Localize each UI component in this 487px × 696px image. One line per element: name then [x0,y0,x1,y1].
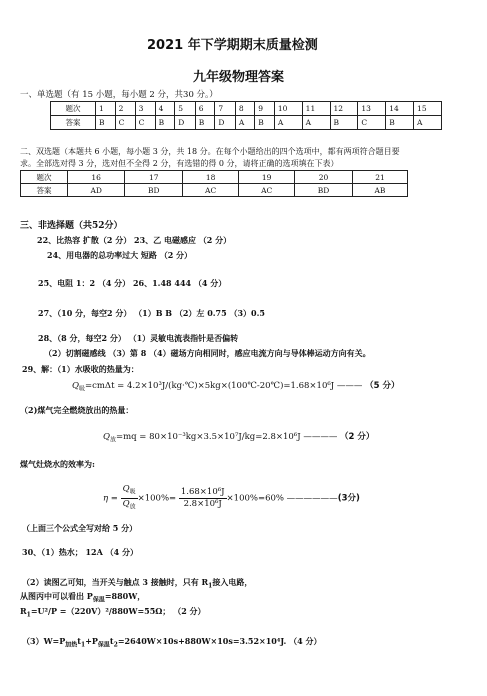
score-text: （5 分） [365,381,400,391]
table-cell: AB [352,184,407,197]
section2-heading-line2: 求。全部选对得 3 分，选对但不全得 2 分，有选错的得 0 分，请将正确的选项填在下表） [20,159,339,168]
answer-q30-1: 30、（1）热水； 12A （4 分） [22,547,138,557]
exam-subtitle: 九年级物理答案 [193,70,285,85]
row-label: 答案 [51,116,96,130]
table-cell: B [330,116,358,130]
table-row [51,102,442,116]
table-cell: B [155,116,175,130]
table-cell: 20 [295,171,353,184]
answer-q30-2-line3: $R_1=U^2/P =(220V)^2/880W=55\Omega$； （2 分） [20,606,206,619]
table-cell: 12 [330,102,358,116]
fraction-q-ratio: $\frac{Q_吸}{Q_放}$ [122,484,136,511]
answer-q24: 24、用电器的总功率过大 短路 （2 分） [47,250,193,260]
table-cell: 11 [302,102,330,116]
formula-text: =cmΔt = 4.2×10³J/(kg·℃)×5kg×(100℃-20℃)=1.68×10⁶J ——— [84,381,363,391]
answer-q30-2-line1: （2）读图乙可知，当开关与触点 3 接触时，只有 $R_1$接入电路， [22,577,253,590]
table-cell: C [115,116,135,130]
table-cell: BD [295,184,353,197]
table-row [21,171,408,184]
table-row [51,116,442,130]
table-cell: AC [239,184,295,197]
answer-q22-23: 22、比热容 扩散（2 分） 23、乙 电磁感应 （2 分） [37,235,232,245]
section3-heading: 三、非选择题（共52分） [20,221,123,231]
table-cell: BD [125,184,183,197]
table-cell: 6 [195,102,215,116]
table-cell: 18 [183,171,239,184]
section1-heading: 一、单选题（有 15 小题，每小题 2 分，共30 分。） [20,90,218,100]
score-text: （2 分） [340,432,375,442]
answer-q28-line1: 28、（8 分，每空2 分） （1）灵敏电流表指针是否偏转 [38,333,239,343]
formula-efficiency: η = $\frac{Q_吸}{Q_放}$ ×100%= $\frac{\text{1.68×10⁶J}}{\text{2.8×10⁶J}}$ ×100%=60% ——————(3分) [103,484,360,511]
table-row [21,184,408,197]
table-cell: B [96,116,116,130]
table-cell: 2 [115,102,135,116]
table-cell: C [358,116,386,130]
table-cell: 7 [215,102,236,116]
table-cell: A [414,116,442,130]
table-cell: B [195,116,215,130]
formula-text: ×100%=60% —————— [226,493,338,504]
answer-q29-label: 29、解：（1）水吸收的热量为： [22,364,139,374]
fraction-denominator: 2.8×10⁶J [183,498,222,509]
score-text: (3分) [337,493,360,504]
table-cell: 14 [386,102,414,116]
double-choice-table [20,170,408,197]
answer-q28-line2: （2）切割磁感线 （3）第 8 （4）磁场方向相同时，感应电流方向与导体棒运动方向有关。 [44,348,371,358]
exam-title: 2021 年下学期期末质量检测 [147,38,318,53]
table-cell: 16 [68,171,125,184]
formula-heat-absorbed [72,379,399,393]
table-cell: B [255,116,275,130]
row-label: 题次 [51,102,96,116]
table-cell: C [135,116,155,130]
scoring-note: （上面三个公式全写对给 5 分） [22,523,138,533]
table-cell: 4 [155,102,175,116]
q-released-symbol: $Q_放$ [103,432,116,444]
q-absorbed-symbol: $Q_吸$ [72,381,85,393]
table-cell: 17 [125,171,183,184]
table-cell: 9 [255,102,275,116]
table-cell: D [215,116,236,130]
single-choice-table [50,101,442,130]
table-cell: 21 [352,171,407,184]
table-cell: 8 [235,102,254,116]
answer-q30-3: $(3)W=P_{加热}t_1+P_{保温}t_2=2640W\times 10s+880W\times 10s=3.52\times 10^4J$. （4 分） [22,636,322,649]
row-label: 题次 [21,171,68,184]
row-label: 答案 [21,184,68,197]
fraction-numerator: 1.68×10⁶J [180,486,225,497]
table-cell: A [235,116,254,130]
answer-q30-2-line2: 从图丙中可以看出 $P_{保温}=880W$， [20,591,146,604]
table-cell: A [302,116,330,130]
table-cell: 5 [175,102,196,116]
formula-text: =mq = 80×10⁻³kg×3.5×10⁷J/kg=2.8×10⁶J ———— [115,432,338,442]
table-cell: D [175,116,196,130]
table-cell: AD [68,184,125,197]
table-cell: A [274,116,302,130]
table-cell: 19 [239,171,295,184]
table-cell: 10 [274,102,302,116]
table-cell: 15 [414,102,442,116]
table-cell: 3 [135,102,155,116]
fraction-values [179,487,227,510]
answer-q25-26: 25、电阻 1：2 （4 分） 26、1.48 444 （4 分） [38,278,227,288]
answer-q27: 27、（10 分，每空2 分） （1）B B （2）左 0.75 （3）0.5 [38,308,265,318]
answer-q29-part2: （2)煤气完全燃烧放出的热量： [20,405,134,415]
formula-heat-released [103,430,374,444]
table-cell: 13 [358,102,386,116]
section2-heading-line1: 二、双选题（本题共 6 小题，每小题 3 分，共 18 分。在每个小题给出的四个选项中，都有两项符合题目要 [20,147,400,156]
table-cell: AC [183,184,239,197]
efficiency-label: 煤气灶烧水的效率为: [20,459,95,469]
table-cell: 1 [96,102,116,116]
table-cell: B [386,116,414,130]
